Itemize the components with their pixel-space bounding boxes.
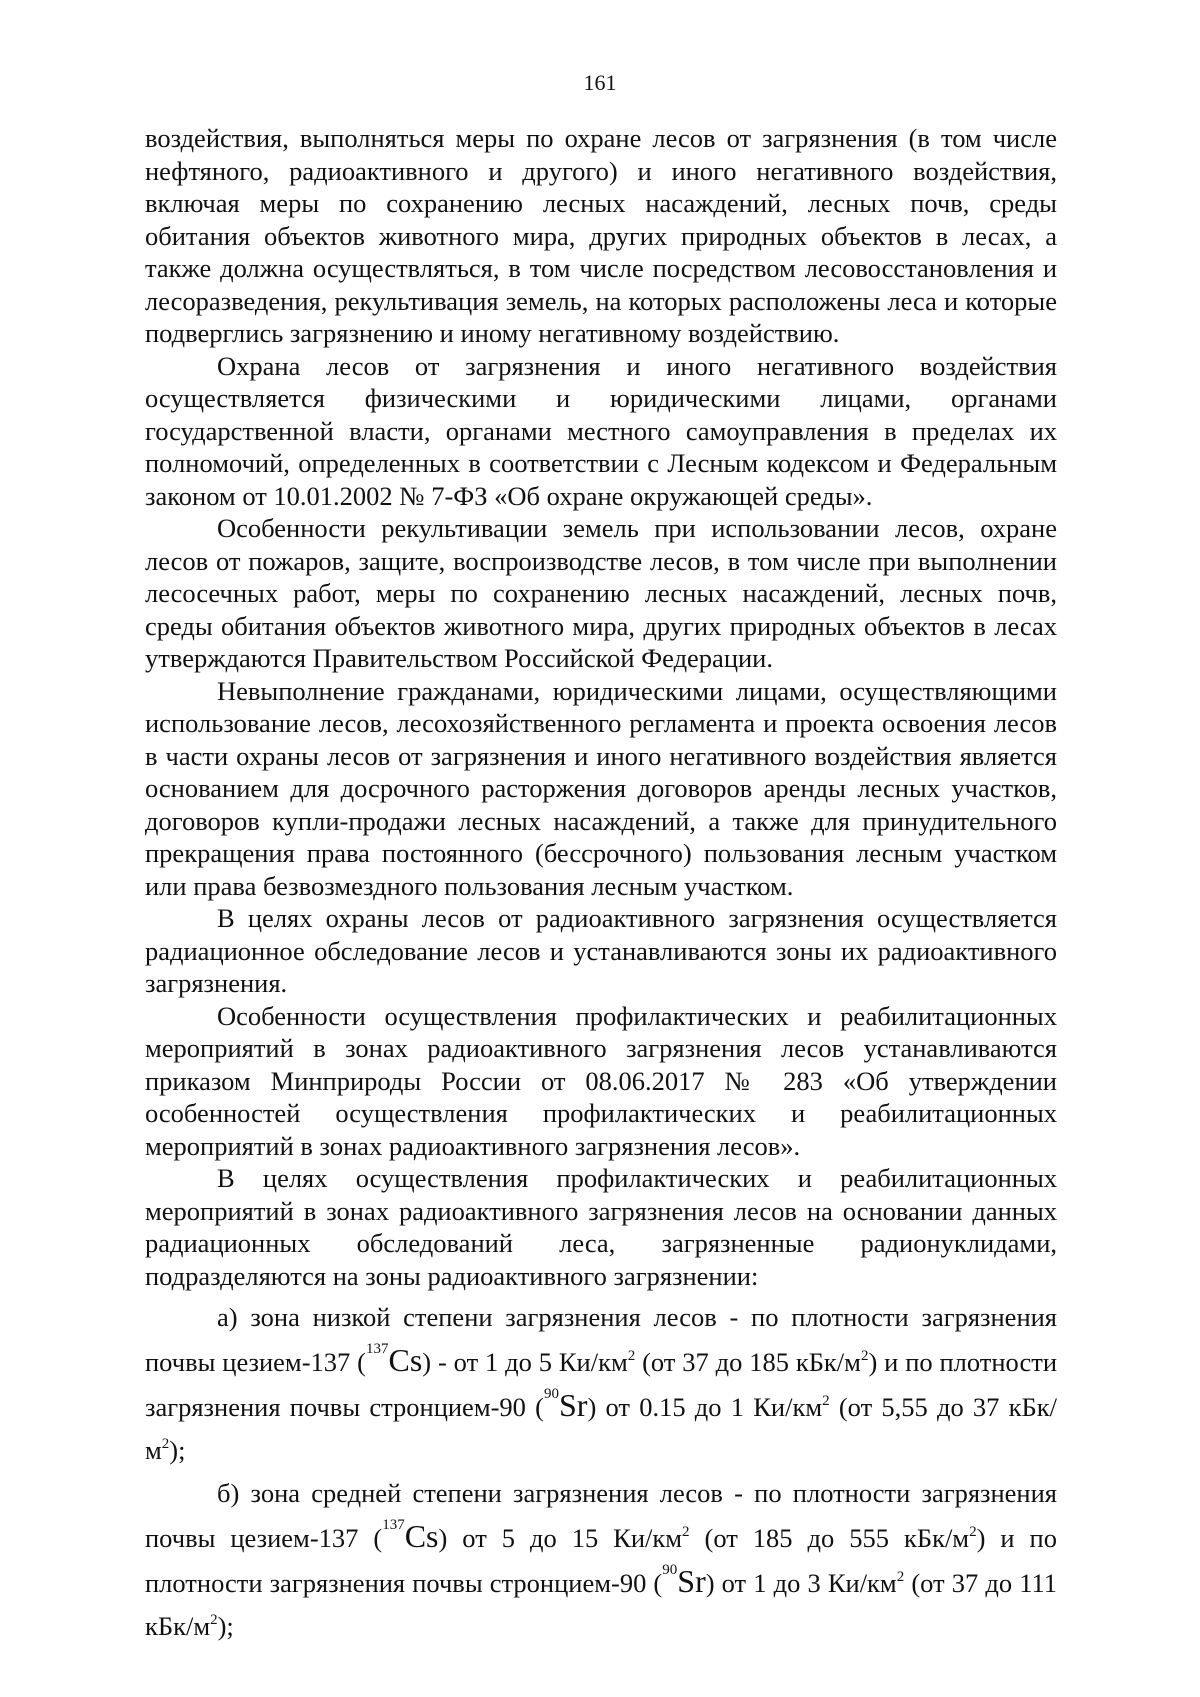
zone-b-cs-range: ) от 5 до 15 Ки/км bbox=[438, 1523, 683, 1553]
zone-b-item bbox=[145, 1472, 1057, 1648]
document-body bbox=[145, 122, 1057, 1648]
cs-symbol: Cs bbox=[388, 1342, 423, 1378]
exponent: 2 bbox=[627, 1348, 636, 1364]
zone-b-end: ); bbox=[217, 1611, 234, 1641]
page-number: 161 bbox=[583, 70, 617, 95]
zone-b-sr-bq-range: (от 37 до 111 кБк/м bbox=[145, 1568, 1058, 1641]
cs137-mass-number: 137 bbox=[382, 1517, 405, 1533]
exponent: 2 bbox=[161, 1436, 170, 1452]
paragraph-zone-division: В целях осуществления профилактических и реабилитационных мероприятий в зонах радиоактивного загрязнения лесов на основании данных радиационных обследований леса, загрязненные радионуклидами, подразделяются на зоны радиоактивного загрязнении: bbox=[145, 1163, 1057, 1291]
exponent: 2 bbox=[860, 1348, 869, 1364]
zone-b-sr-intro: ) и по плотности загрязнения почвы стронцием-90 ( bbox=[145, 1523, 1057, 1598]
sr90-mass-number: 90 bbox=[662, 1562, 678, 1578]
zone-a-intro: а) зона низкой степени загрязнения лесов - по плотности загрязнения почвы цезием-137 ( bbox=[145, 1302, 1057, 1377]
cs137-isotope bbox=[365, 1341, 423, 1378]
paragraph-radiation-survey: В целях охраны лесов от радиоактивного загрязнения осуществляется радиационное обследование лесов и устанавливаются зоны их радиоактивного загрязнения. bbox=[145, 903, 1057, 998]
zone-a-cs-range: ) - от 1 до 5 Ки/км bbox=[422, 1347, 628, 1377]
zone-a-cs-bq-range: (от 37 до 185 кБк/м bbox=[635, 1347, 861, 1377]
paragraph-protection-actors: Охрана лесов от загрязнения и иного негативного воздействия осуществляется физическими и юридическими лицами, органами государственной власти, органами местного самоуправления в пределах их полномочий, определенных в соответствии с Лесным кодексом и Федеральным законом от 10.01.2002 № 7-ФЗ «Об охране окружающей среды». bbox=[145, 350, 1057, 511]
zone-a-sr-bq-range: (от 5,55 до 37 кБк/м bbox=[145, 1392, 1057, 1465]
zone-a-sr-intro: ) и по плотности загрязнения почвы стронцием-90 ( bbox=[145, 1347, 1057, 1422]
cs137-isotope bbox=[382, 1517, 439, 1554]
exponent: 2 bbox=[210, 1612, 218, 1628]
exponent: 2 bbox=[969, 1524, 977, 1540]
sr-symbol: Sr bbox=[558, 1387, 588, 1423]
paragraph-continuation: воздействия, выполняться меры по охране лесов от загрязнения (в том числе нефтяного, радиоактивного и другого) и иного негативного воздействия, включая меры по сохранению лесных насаждений, лесных почв, среды обитания объектов животного мира, других природных объектов в лесах, а также должна осуществляться, в том числе посредством лесовосстановления и лесоразведения, рекультивация земель, на которых расположены леса и которые подверглись загрязнению и иному негативному воздействию. bbox=[145, 123, 1057, 348]
zone-a-sr-range: ) от 0.15 до 1 Ки/км bbox=[587, 1392, 823, 1422]
exponent: 2 bbox=[682, 1524, 690, 1540]
exponent: 2 bbox=[822, 1393, 830, 1409]
sr90-isotope bbox=[662, 1562, 706, 1599]
zone-b-intro: б) зона средней степени загрязнения лесов - по плотности загрязнения почвы цезием-137 ( bbox=[145, 1478, 1057, 1553]
zone-b-cs-bq-range: (от 185 до 555 кБк/м bbox=[689, 1523, 970, 1553]
paragraph-ministry-order: Особенности осуществления профилактических и реабилитационных мероприятий в зонах радиоактивного загрязнения лесов устанавливаются приказом Минприроды России от 08.06.2017 № 283 «Об утверждении особенностей осуществления профилактических и реабилитационных мероприятий в зонах радиоактивного загрязнения лесов». bbox=[145, 1000, 1057, 1161]
sr90-mass-number: 90 bbox=[543, 1386, 559, 1402]
cs-symbol: Cs bbox=[404, 1518, 439, 1554]
exponent: 2 bbox=[896, 1569, 905, 1585]
zone-a-item bbox=[145, 1296, 1057, 1472]
zone-a-end: ); bbox=[169, 1435, 186, 1465]
paragraph-recultivation: Особенности рекультивации земель при использовании лесов, охране лесов от пожаров, защите, воспроизводстве лесов, в том числе при выполнении лесосечных работ, меры по сохранению лесных насаждений, лесных почв, среды обитания объектов животного мира, других природных объектов в лесах утверждаются Правительством Российской Федерации. bbox=[145, 513, 1057, 673]
zone-b-sr-range: ) от 1 до 3 Ки/км bbox=[705, 1568, 897, 1598]
sr-symbol: Sr bbox=[677, 1563, 706, 1599]
paragraph-non-compliance: Невыполнение гражданами, юридическими лицами, осуществляющими использование лесов, лесохозяйственного регламента и проекта освоения лесов в части охраны лесов от загрязнения и иного негативного воздействия является основанием для досрочного расторжения договоров аренды лесных участков, договоров купли-продажи лесных насаждений, а также для принудительного прекращения права постоянного (бессрочного) пользования лесным участком или права безвозмездного пользования лесным участком. bbox=[145, 675, 1057, 901]
sr90-isotope bbox=[543, 1386, 588, 1423]
cs137-mass-number: 137 bbox=[365, 1341, 389, 1357]
